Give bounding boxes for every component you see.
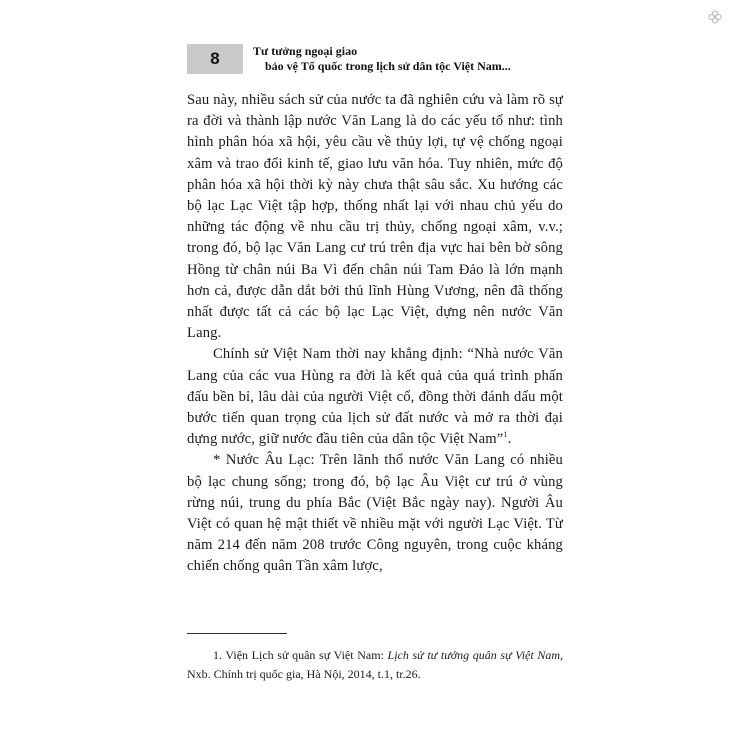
- flower-icon: [707, 9, 723, 25]
- paragraph-2: [187, 344, 563, 450]
- footnote-lead: 1. Viện Lịch sử quân sự Việt Nam:: [213, 648, 388, 662]
- footnote: [187, 646, 563, 684]
- footnote-rest: , Nxb. Chính trị quốc gia, Hà Nội, 2014, t.1, tr.26.: [187, 648, 564, 681]
- running-title-line1: Tư tưởng ngoại giao: [253, 44, 358, 58]
- page-number: 8: [187, 44, 243, 74]
- body-text: [187, 90, 563, 578]
- paragraph-2-text: Chính sử Việt Nam thời nay khẳng định: “Nhà nước Văn Lang của các vua Hùng ra đời là kết quả của quá trình phấn đấu bền bỉ, lâu dài của người Việt cổ, đồng thời đánh dấu một bước tiến quan trọng của lịch sử đất nước và mở ra thời đại dựng nước, giữ nước đầu tiên của dân tộc Việt Nam”: [187, 346, 563, 448]
- paragraph-1: Sau này, nhiều sách sử của nước ta đã nghiên cứu và làm rõ sự ra đời và thành lập nước Văn Lang là do các yếu tố như: tình hình phân hóa xã hội, yêu cầu về thủy lợi, tự vệ chống ngoại xâm và trao đổi kinh tế, giao lưu văn hóa. Tuy nhiên, mức độ phân hóa xã hội thời kỳ này chưa thật sâu sắc. Xu hướng các bộ lạc Lạc Việt tập hợp, thống nhất lại với nhau chủ yếu do những tác động về nhu cầu trị thủy, chống ngoại xâm, v.v.; trong đó, bộ lạc Văn Lang cư trú trên địa vực hai bên bờ sông Hồng từ chân núi Ba Vì đến chân núi Tam Đảo là lớn mạnh hơn cả, được dẫn dắt bởi thủ lĩnh Hùng Vương, nên đã thống nhất được tất cả các bộ lạc Lạc Việt, dựng nên nước Văn Lang.: [187, 92, 563, 342]
- running-title: [253, 44, 511, 74]
- running-header: [187, 44, 562, 74]
- footnote-reference[interactable]: 1: [503, 430, 508, 440]
- footnote-title: Lịch sử tư tưởng quân sự Việt Nam: [387, 648, 561, 662]
- paragraph-2-end: .: [507, 431, 512, 448]
- paragraph-3: * Nước Âu Lạc: Trên lãnh thổ nước Văn Lang có nhiều bộ lạc chung sống; trong đó, bộ lạc Âu Việt cư trú ở vùng rừng núi, trung du phía Bắc (Việt Bắc ngày nay). Người Âu Việt có quan hệ mật thiết về nhiều mặt với người Lạc Việt. Từ năm 214 đến năm 208 trước Công nguyên, trong cuộc kháng chiến chống quân Tần xâm lược,: [187, 452, 563, 575]
- footnote-divider: [187, 633, 287, 634]
- running-title-line2: bảo vệ Tổ quốc trong lịch sử dân tộc Việt Nam...: [265, 59, 511, 73]
